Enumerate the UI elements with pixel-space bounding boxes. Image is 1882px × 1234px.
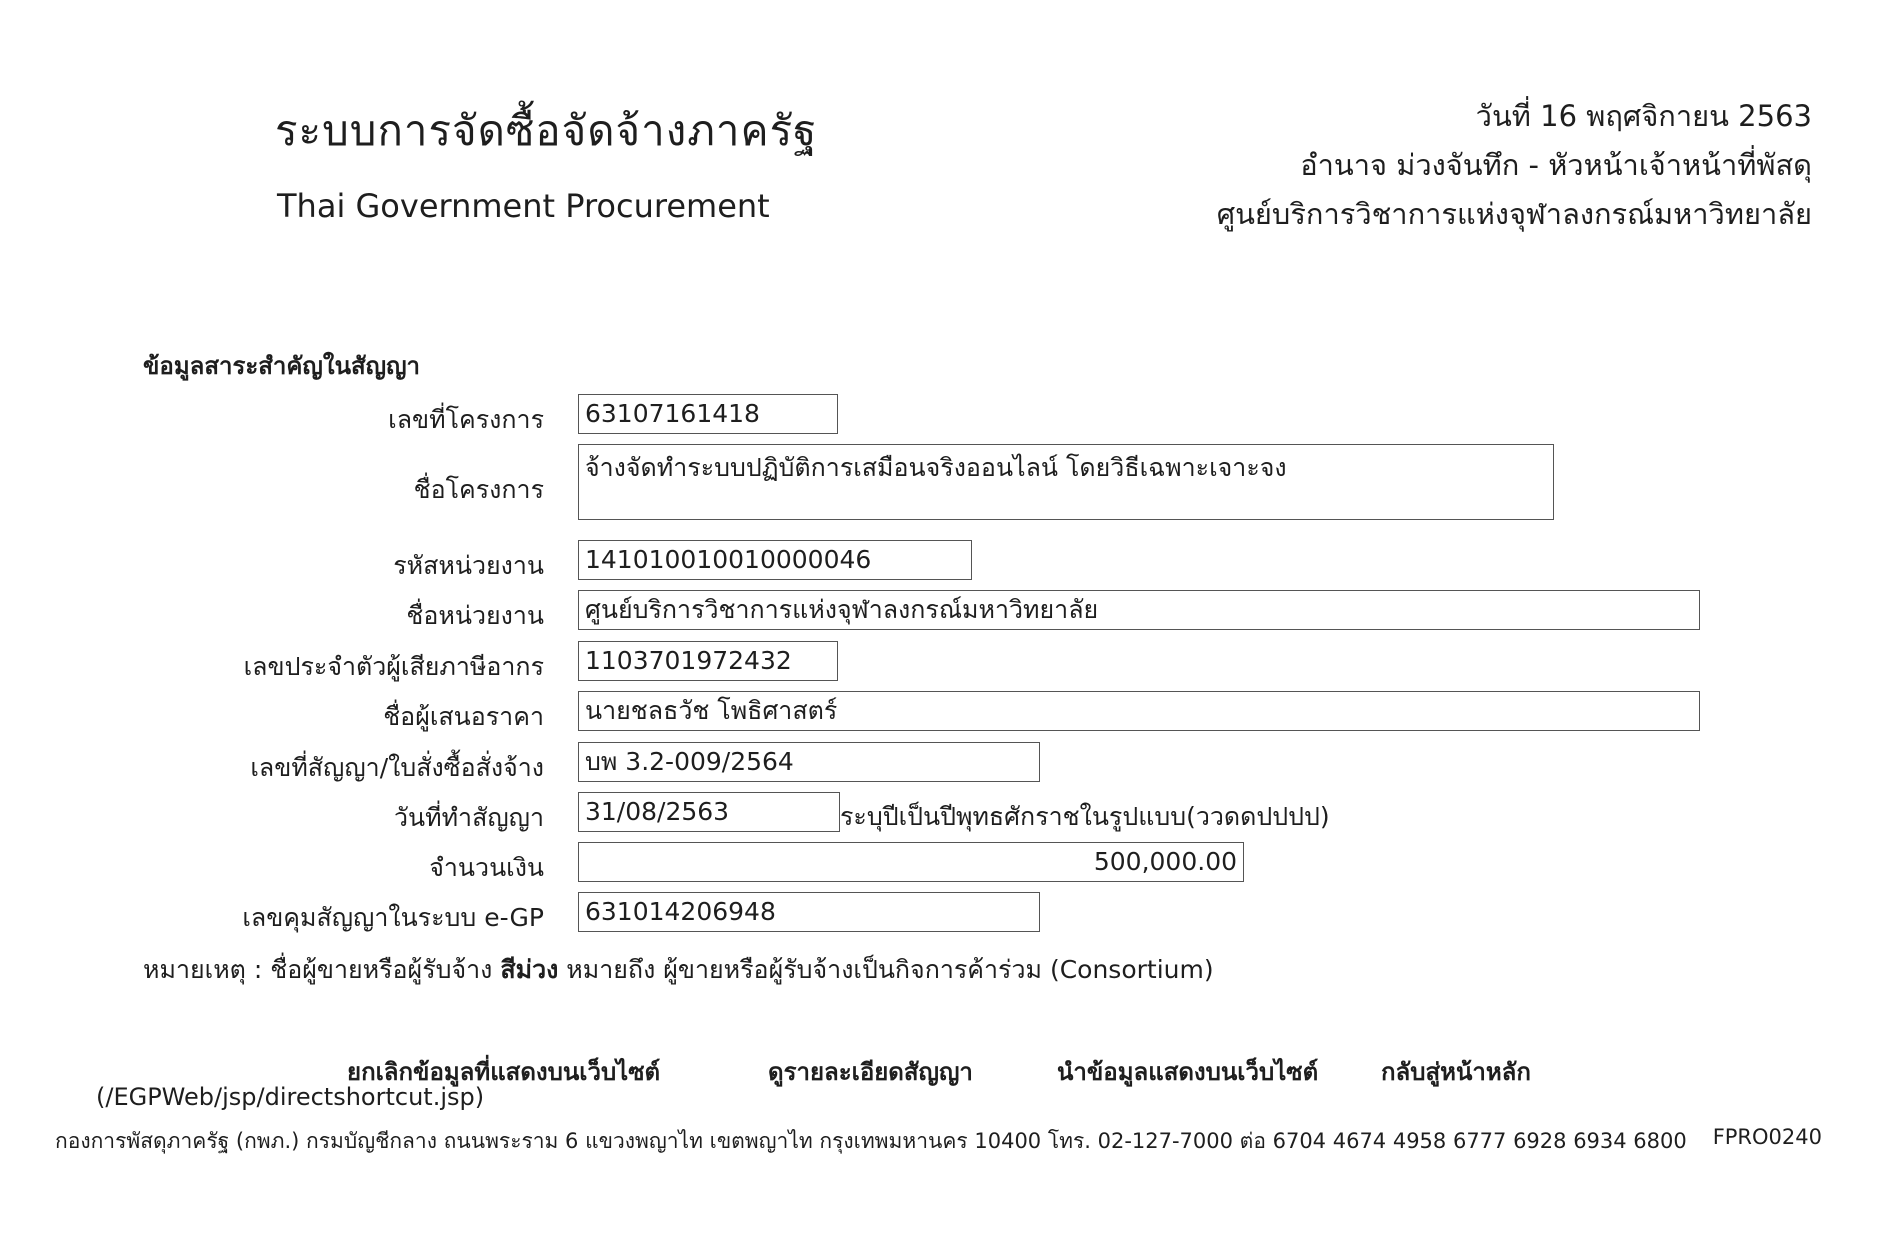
bidder-name-field[interactable]: นายชลธวัช โพธิศาสตร์	[578, 691, 1700, 731]
header-date: วันที่ 16 พฤศจิกายน 2563	[1475, 99, 1812, 133]
contract-no-label: เลขที่สัญญา/ใบสั่งซื้อสั่งจ้าง	[250, 753, 544, 782]
link-url-text: (/EGPWeb/jsp/directshortcut.jsp)	[96, 1083, 485, 1111]
unit-name-label: ชื่อหน่วยงาน	[406, 601, 544, 630]
amount-label: จำนวนเงิน	[429, 853, 544, 882]
consortium-note	[143, 950, 1214, 990]
amount-field[interactable]: 500,000.00	[578, 842, 1244, 882]
note-highlight: สีม่วง	[500, 955, 559, 984]
header-user: อำนาจ ม่วงจันทึก - หัวหน้าเจ้าหน้าที่พัสดุ	[1300, 148, 1812, 182]
footer-form-code: FPRO0240	[1712, 1125, 1822, 1149]
home-link[interactable]: กลับสู่หน้าหลัก	[1381, 1058, 1531, 1086]
system-title-english: Thai Government Procurement	[277, 187, 770, 225]
footer-contact: กองการพัสดุภาครัฐ (กพภ.) กรมบัญชีกลาง ถนนพระราม 6 แขวงพญาไท เขตพญาไท กรุงเทพมหานคร 10400 โทร. 02-127-7000 ต่อ 6704 4674 4958 6777 6928 6934 6800	[55, 1129, 1687, 1153]
header-organization: ศูนย์บริการวิชาการแห่งจุฬาลงกรณ์มหาวิทยาลัย	[1216, 197, 1812, 231]
bidder-name-label: ชื่อผู้เสนอราคา	[383, 702, 544, 731]
note-suffix: หมายถึง ผู้ขายหรือผู้รับจ้างเป็นกิจการค้าร่วม (Consortium)	[566, 955, 1214, 984]
tax-id-label: เลขประจำตัวผู้เสียภาษีอากร	[243, 652, 544, 681]
project-name-label: ชื่อโครงการ	[413, 475, 544, 504]
publish-link[interactable]: นำข้อมูลแสดงบนเว็บไซต์	[1057, 1058, 1319, 1086]
contract-date-label: วันที่ทำสัญญา	[393, 803, 544, 832]
unit-code-label: รหัสหน่วยงาน	[393, 551, 544, 580]
contract-date-field[interactable]: 31/08/2563	[578, 792, 840, 832]
view-contract-link[interactable]: ดูรายละเอียดสัญญา	[768, 1058, 973, 1086]
cancel-publish-link[interactable]: ยกเลิกข้อมูลที่แสดงบนเว็บไซต์	[347, 1058, 661, 1086]
contract-no-field[interactable]: บพ 3.2-009/2564	[578, 742, 1040, 782]
project-no-field[interactable]: 63107161418	[578, 394, 838, 434]
note-prefix: หมายเหตุ : ชื่อผู้ขายหรือผู้รับจ้าง	[143, 955, 493, 984]
system-title-thai: ระบบการจัดซื้อจัดจ้างภาครัฐ	[275, 106, 818, 155]
unit-code-field[interactable]: 141010010010000046	[578, 540, 972, 580]
project-no-label: เลขที่โครงการ	[388, 405, 544, 434]
project-name-field[interactable]: จ้างจัดทำระบบปฏิบัติการเสมือนจริงออนไลน์ โดยวิธีเฉพาะเจาะจง	[578, 444, 1554, 520]
unit-name-field[interactable]: ศูนย์บริการวิชาการแห่งจุฬาลงกรณ์มหาวิทยาลัย	[578, 590, 1700, 630]
egp-no-field[interactable]: 631014206948	[578, 892, 1040, 932]
tax-id-field[interactable]: 1103701972432	[578, 641, 838, 681]
section-title: ข้อมูลสาระสำคัญในสัญญา	[143, 352, 421, 380]
egp-no-label: เลขคุมสัญญาในระบบ e-GP	[242, 903, 544, 932]
contract-date-hint: ระบุปีเป็นปีพุทธศักราชในรูปแบบ(ววดดปปปป)	[840, 802, 1330, 831]
